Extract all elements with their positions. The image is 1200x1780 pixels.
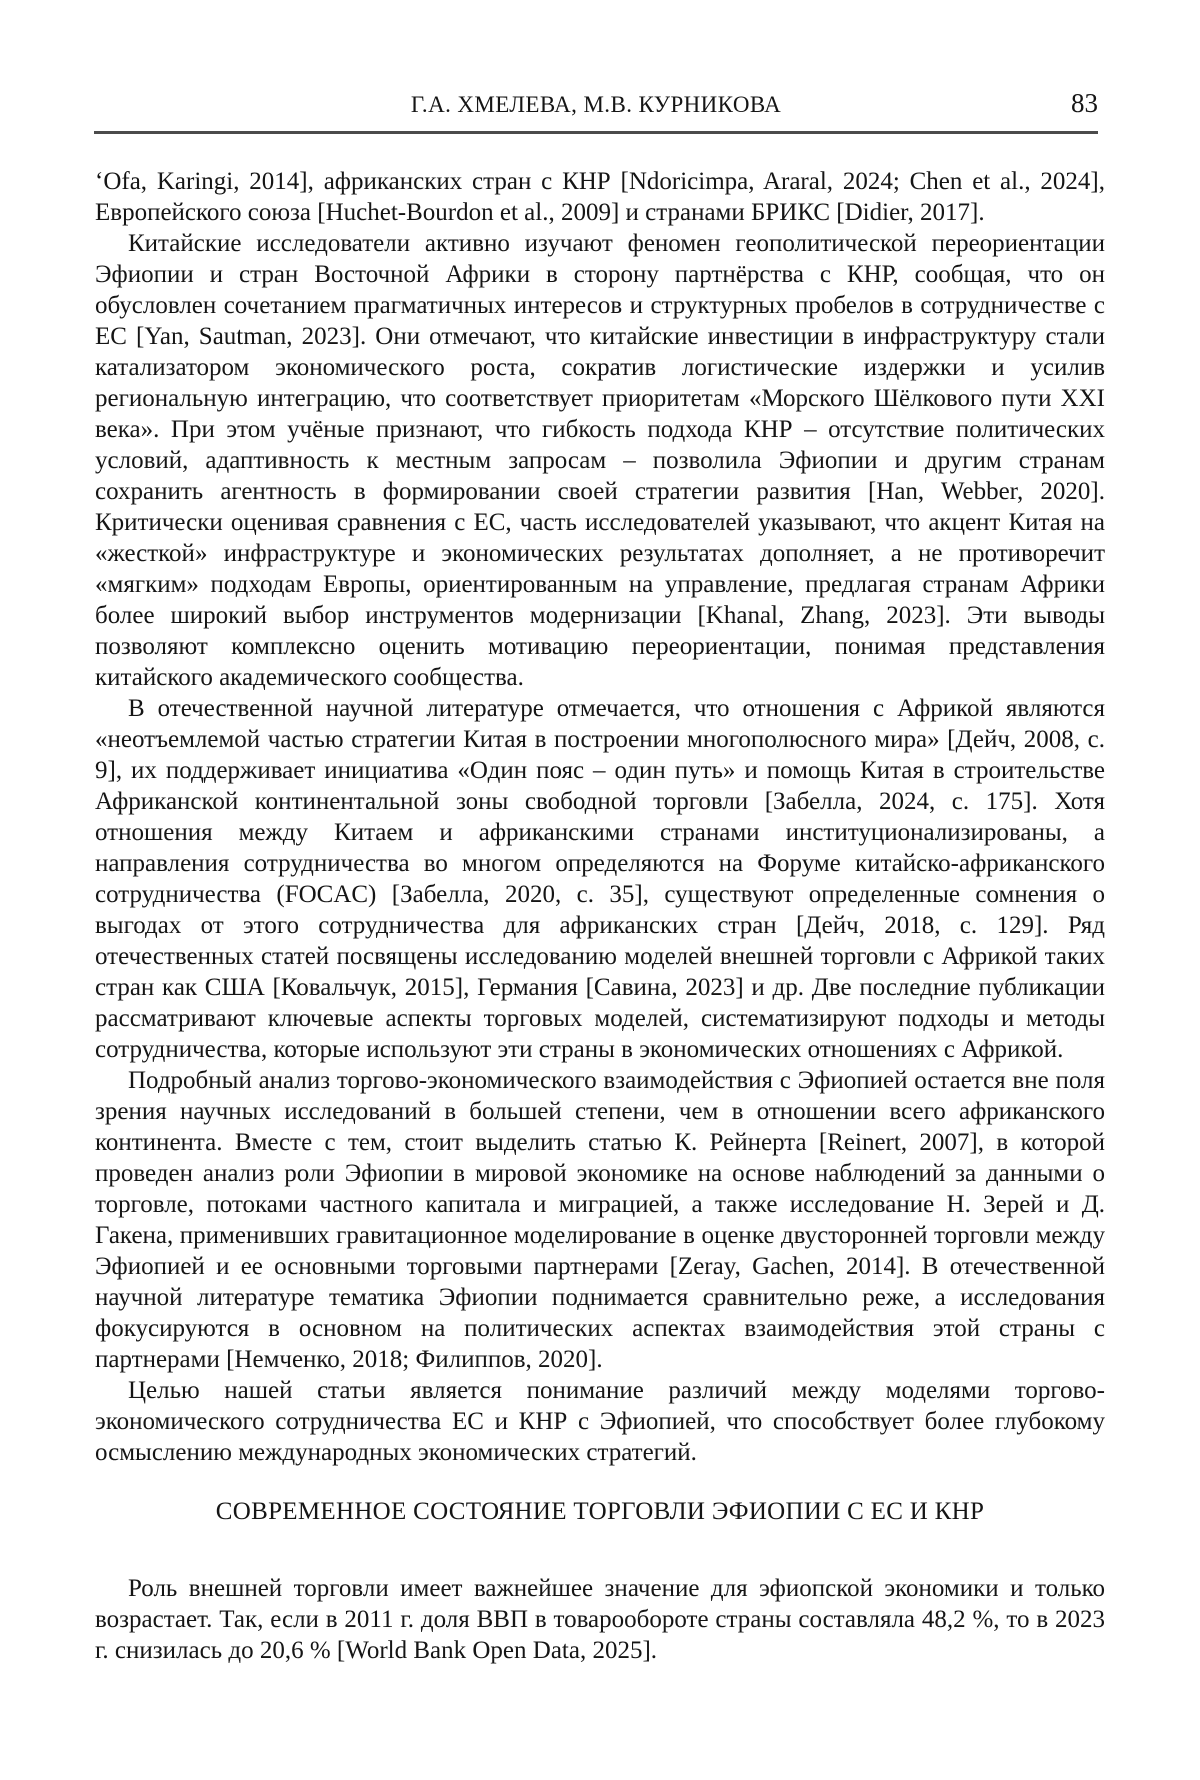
running-header <box>94 88 1098 126</box>
paragraph: Роль внешней торговли имеет важнейшее значение для эфиопской экономики и только возрастает. Так, если в 2011 г. доля ВВП в товарообороте страны составляла 48,2 %, то в 2023 г. снизилась до 20,6 % [World Bank Open Data, 2025]. <box>95 1575 1105 1664</box>
paragraph-continuation: ‘Ofa, Karingi, 2014], африканских стран с КНР [Ndoricimpa, Araral, 2024; Chen et al., 2024], Европейского союза [Huchet-Bourdon et al., 2009] и странами БРИКС [Didier, 2017]. <box>95 168 1105 226</box>
paragraph: В отечественной научной литературе отмечается, что отношения с Африкой являются «неотъемлемой частью стратегии Китая в построении многополюсного мира» [Дейч, 2008, с. 9], их поддерживает инициатива «Один пояс – один путь» и помощь Китая в строительстве Африканской континентальной зоны свободной торговли [Забелла, 2024, с. 175]. Хотя отношения между Китаем и африканскими странами институционализированы, а направления сотрудничества во многом определяются на Форуме китайско-африканского сотрудничества (FOCAC) [Забелла, 2020, с. 35], существуют определенные сомнения о выгодах от этого сотрудничества для африканских стран [Дейч, 2018, с. 129]. Ряд отечественных статей посвящены исследованию моделей внешней торговли с Африкой таких стран как США [Ковальчук, 2015], Германия [Савина, 2023] и др. Две последние публикации рассматривают ключевые аспекты торговых моделей, систематизируют подходы и методы сотрудничества, которые используют эти страны в экономических отношениях с Африкой. <box>95 695 1105 1063</box>
section-heading: СОВРЕМЕННОЕ СОСТОЯНИЕ ТОРГОВЛИ ЭФИОПИИ С ЕС И КНР <box>215 1498 985 1525</box>
paragraph: Целью нашей статьи является понимание различий между моделями торгово-экономического сотрудничества ЕС и КНР с Эфиопией, что способствует более глубокому осмыслению международных экономических стратегий. <box>95 1377 1105 1466</box>
article-body <box>95 166 1105 1666</box>
page-number: 83 <box>1071 88 1098 118</box>
authors-header: Г.А. ХМЕЛЕВА, М.В. КУРНИКОВА <box>410 92 782 117</box>
paragraph: Китайские исследователи активно изучают феномен геополитической переориентации Эфиопии и стран Восточной Африки в сторону партнёрства с КНР, сообщая, что он обусловлен сочетанием прагматичных интересов и структурных пробелов в сотрудничестве с ЕС [Yan, Sautman, 2023]. Они отмечают, что китайские инвестиции в инфраструктуру стали катализатором экономического роста, сократив логистические издержки и усилив региональную интеграцию, что соответствует приоритетам «Морского Шёлкового пути XXI века». При этом учёные признают, что гибкость подхода КНР – отсутствие политических условий, адаптивность к местным запросам – позволила Эфиопии и другим странам сохранить агентность в формировании своей стратегии развития [Han, Webber, 2020]. Критически оценивая сравнения с ЕС, часть исследователей указывают, что акцент Китая на «жесткой» инфраструктуре и экономических результатах дополняет, а не противоречит «мягким» подходам Европы, ориентированным на управление, предлагая странам Африки более широкий выбор инструментов модернизации [Khanal, Zhang, 2023]. Эти выводы позволяют комплексно оценить мотивацию переориентации, понимая представления китайского академического сообщества. <box>95 230 1105 691</box>
header-rule <box>94 131 1098 134</box>
paragraph: Подробный анализ торгово-экономического взаимодействия с Эфиопией остается вне поля зрения научных исследований в большей степени, чем в отношении всего африканского континента. Вместе с тем, стоит выделить статью К. Рейнерта [Reinert, 2007], в которой проведен анализ роли Эфиопии в мировой экономике на основе наблюдений за данными о торговле, потоками частного капитала и миграцией, а также исследование Н. Зерей и Д. Гакена, применивших гравитационное моделирование в оценке двусторонней торговли между Эфиопией и ее основными торговыми партнерами [Zeray, Gachen, 2014]. В отечественной научной литературе тематика Эфиопии поднимается сравнительно реже, а исследования фокусируются в основном на политических аспектах взаимодействия этой страны с партнерами [Немченко, 2018; Филиппов, 2020]. <box>95 1067 1105 1373</box>
